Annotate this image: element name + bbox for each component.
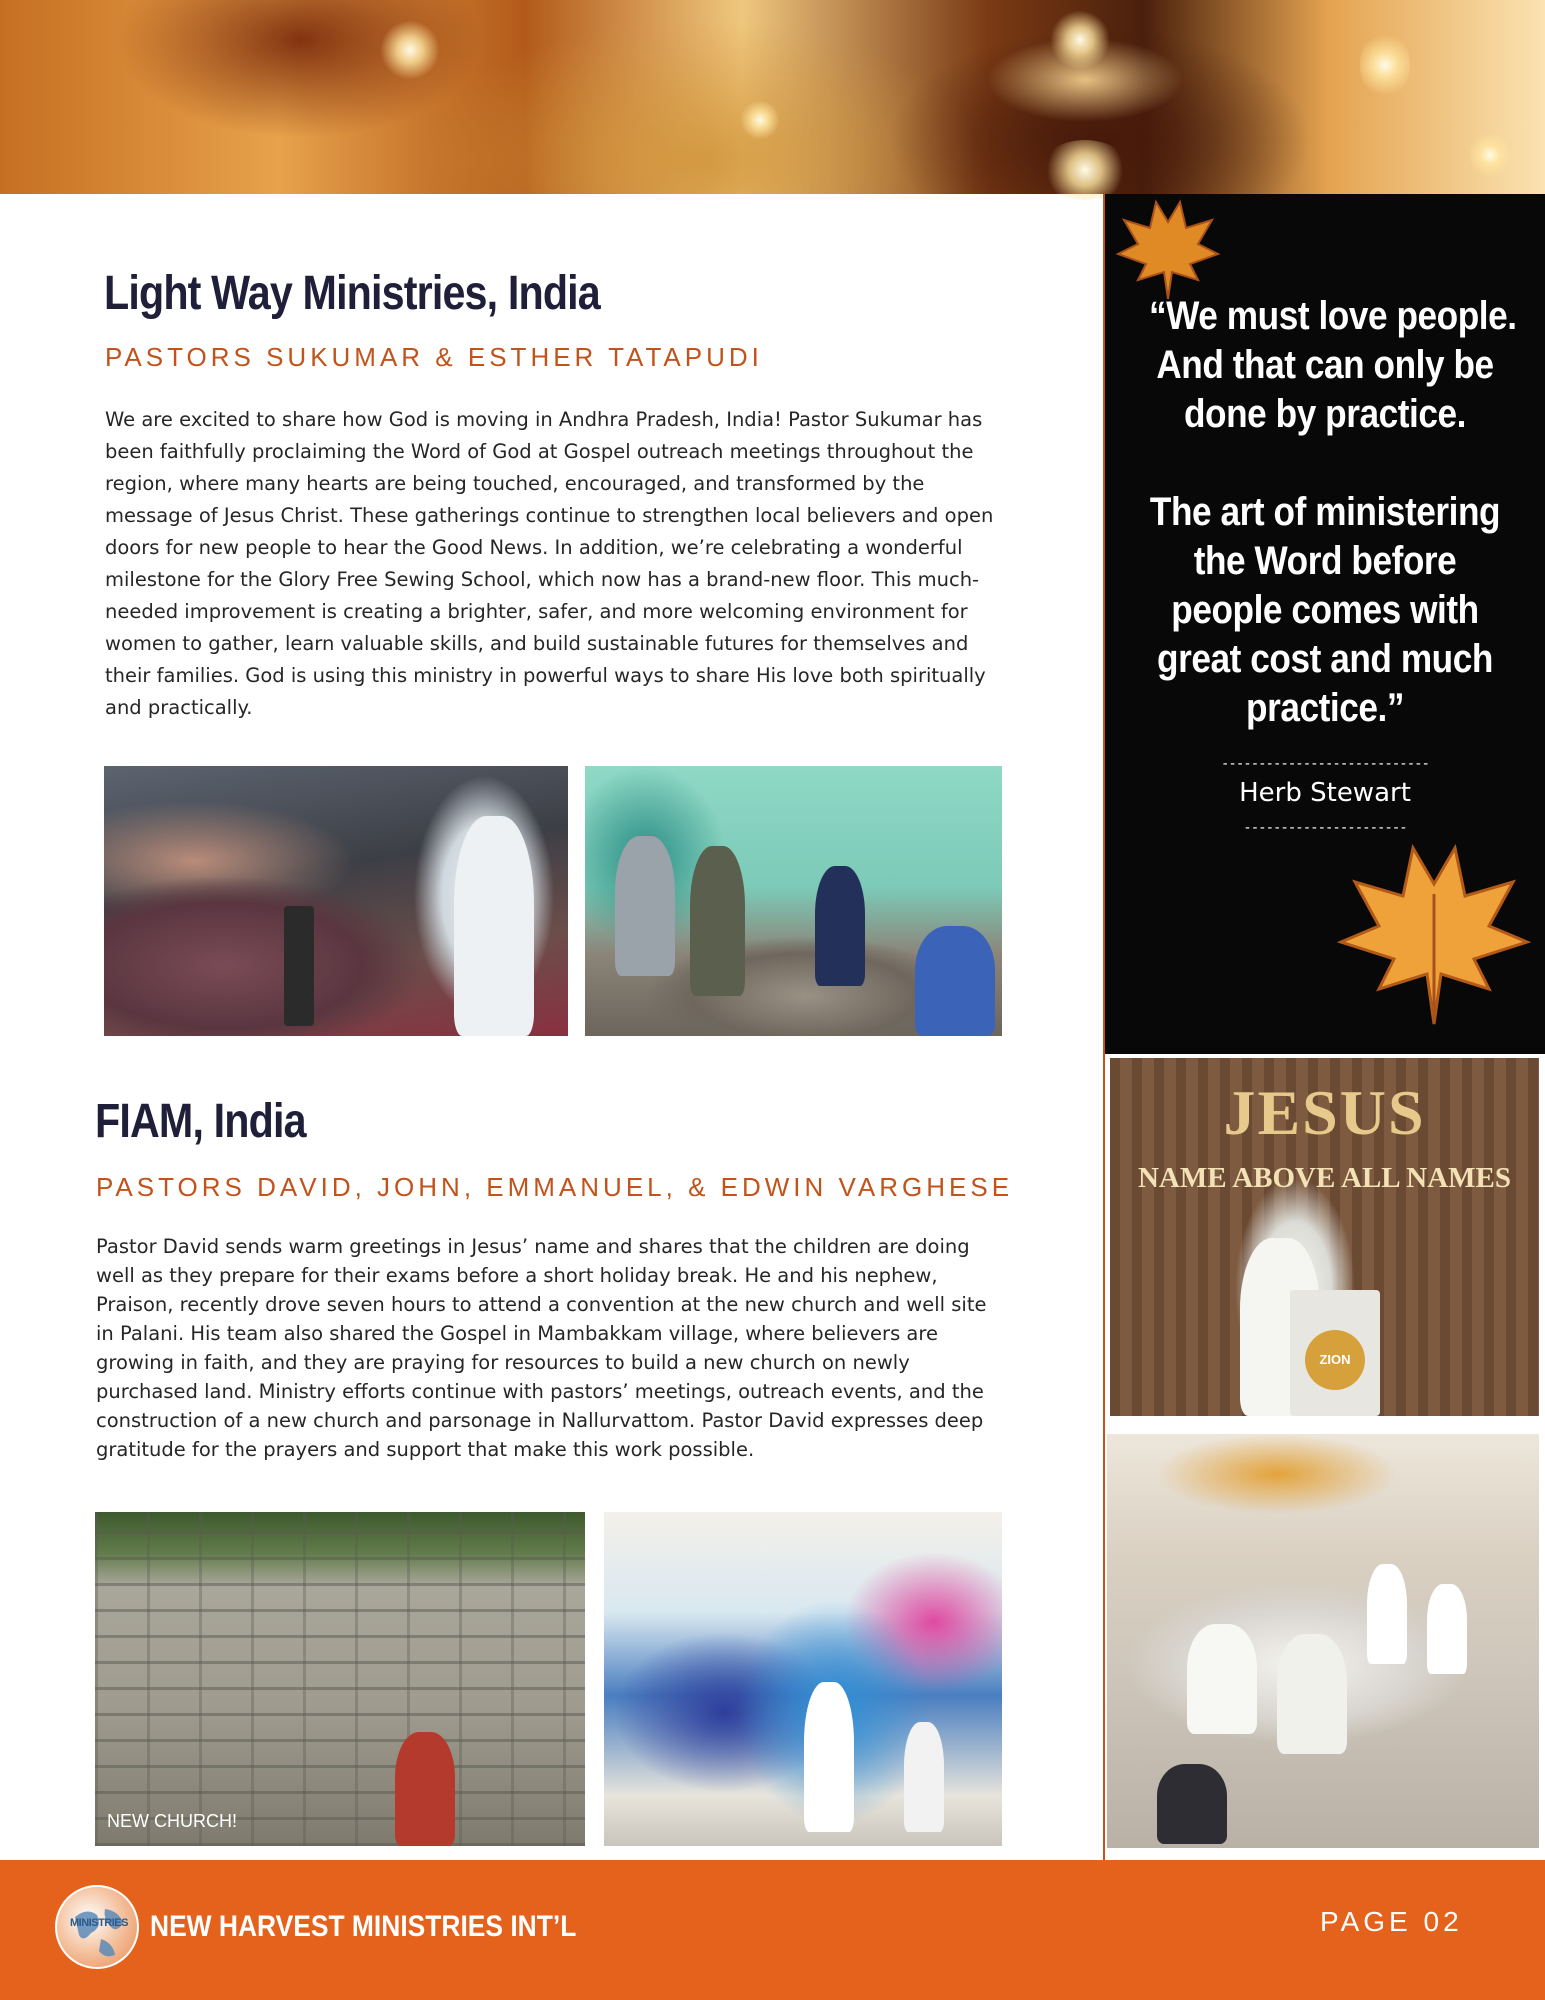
photo-jesus-sign-speaker — [1110, 1058, 1539, 1416]
sign-name-above-all-names: NAME ABOVE ALL NAMES — [1137, 1162, 1512, 1194]
quote-line: the Word before — [1193, 539, 1457, 583]
quote-divider-top: ---------------------------- — [1220, 756, 1429, 772]
quote-line: “We must love people. — [1149, 294, 1517, 338]
quote-line: people comes with — [1171, 588, 1479, 632]
quote-line: And that can only be — [1156, 343, 1494, 387]
quote-divider-bottom: ---------------------- — [1243, 820, 1407, 836]
quote-line: great cost and much — [1157, 637, 1493, 681]
photo-new-church-construction — [95, 1512, 585, 1846]
sign-jesus: JESUS — [1223, 1077, 1426, 1148]
photo-caption: NEW CHURCH! — [107, 1811, 237, 1831]
photo-sewing-school-floor — [585, 766, 1002, 1036]
section-body-light-way: We are excited to share how God is moving in Andhra Pradesh, India! Pastor Sukumar has been faithfully proclaiming the Word of God at Gospel outreach meetings throughout the region, where many hearts are being touched, encouraged, and transformed by the message of Jesus Christ. These gatherings continue to strengthen local believers and open doors for new people to hear the Good News. In addition, we’re celebrating a wonderful milestone for the Glory Free Sewing School, which now has a brand-new floor. This much-needed improvement is creating a brighter, safer, and more welcoming environment for women to gather, learn valuable skills, and build sustainable futures for themselves and their families. God is using this ministry in powerful ways to share His love both spiritually and practically. — [105, 408, 994, 719]
footer-organization-name: NEW HARVEST MINISTRIES INT’L — [150, 1910, 577, 1943]
quote-text — [1125, 292, 1525, 733]
quote-line — [1149, 439, 1501, 488]
section-subtitle-light-way: PASTORS SUKUMAR & ESTHER TATAPUDI — [105, 342, 763, 372]
section-subtitle-fiam: PASTORS DAVID, JOHN, EMMANUEL, & EDWIN VARGHESE — [96, 1172, 1014, 1202]
maple-leaf-icon — [1329, 834, 1539, 1034]
photo-convention-stage — [604, 1512, 1002, 1846]
section-body-fiam: Pastor David sends warm greetings in Jesus’ name and shares that the children are doing well as they prepare for their exams before a short holiday break. He and his nephew, Praison, recently drove seven hours to attend a convention at the new church and well site in Palani. His team also shared the Gospel in Mambakkam village, where believers are growing in faith, and they are praying for resources to build a new church on newly purchased land. Ministry efforts continue with pastors’ meetings, outreach events, and the construction of a new church and parsonage in Nallurvattom. Pastor David expresses deep gratitude for the prayers and support that make this work possible. — [96, 1235, 987, 1461]
quote-line: done by practice. — [1183, 392, 1467, 436]
section-title-light-way: Light Way Ministries, India — [104, 267, 600, 320]
column-divider — [1103, 194, 1105, 1860]
page-number: PAGE 02 — [1320, 1906, 1463, 1937]
podium — [1290, 1290, 1380, 1416]
photo-prayer-gathering — [1107, 1434, 1539, 1848]
section-title-fiam: FIAM, India — [95, 1095, 306, 1148]
ministry-logo-globe-icon — [55, 1885, 139, 1969]
photo-outreach-meeting — [104, 766, 568, 1036]
logo-text: MINISTRIES — [70, 1917, 128, 1929]
quote-author: Herb Stewart — [1239, 778, 1411, 808]
quote-line: practice.” — [1246, 686, 1404, 730]
quote-line: The art of ministering — [1149, 490, 1501, 534]
podium-logo: ZION — [1305, 1330, 1365, 1390]
maple-leaf-icon — [1108, 194, 1228, 304]
header-banner-image — [0, 0, 1545, 194]
